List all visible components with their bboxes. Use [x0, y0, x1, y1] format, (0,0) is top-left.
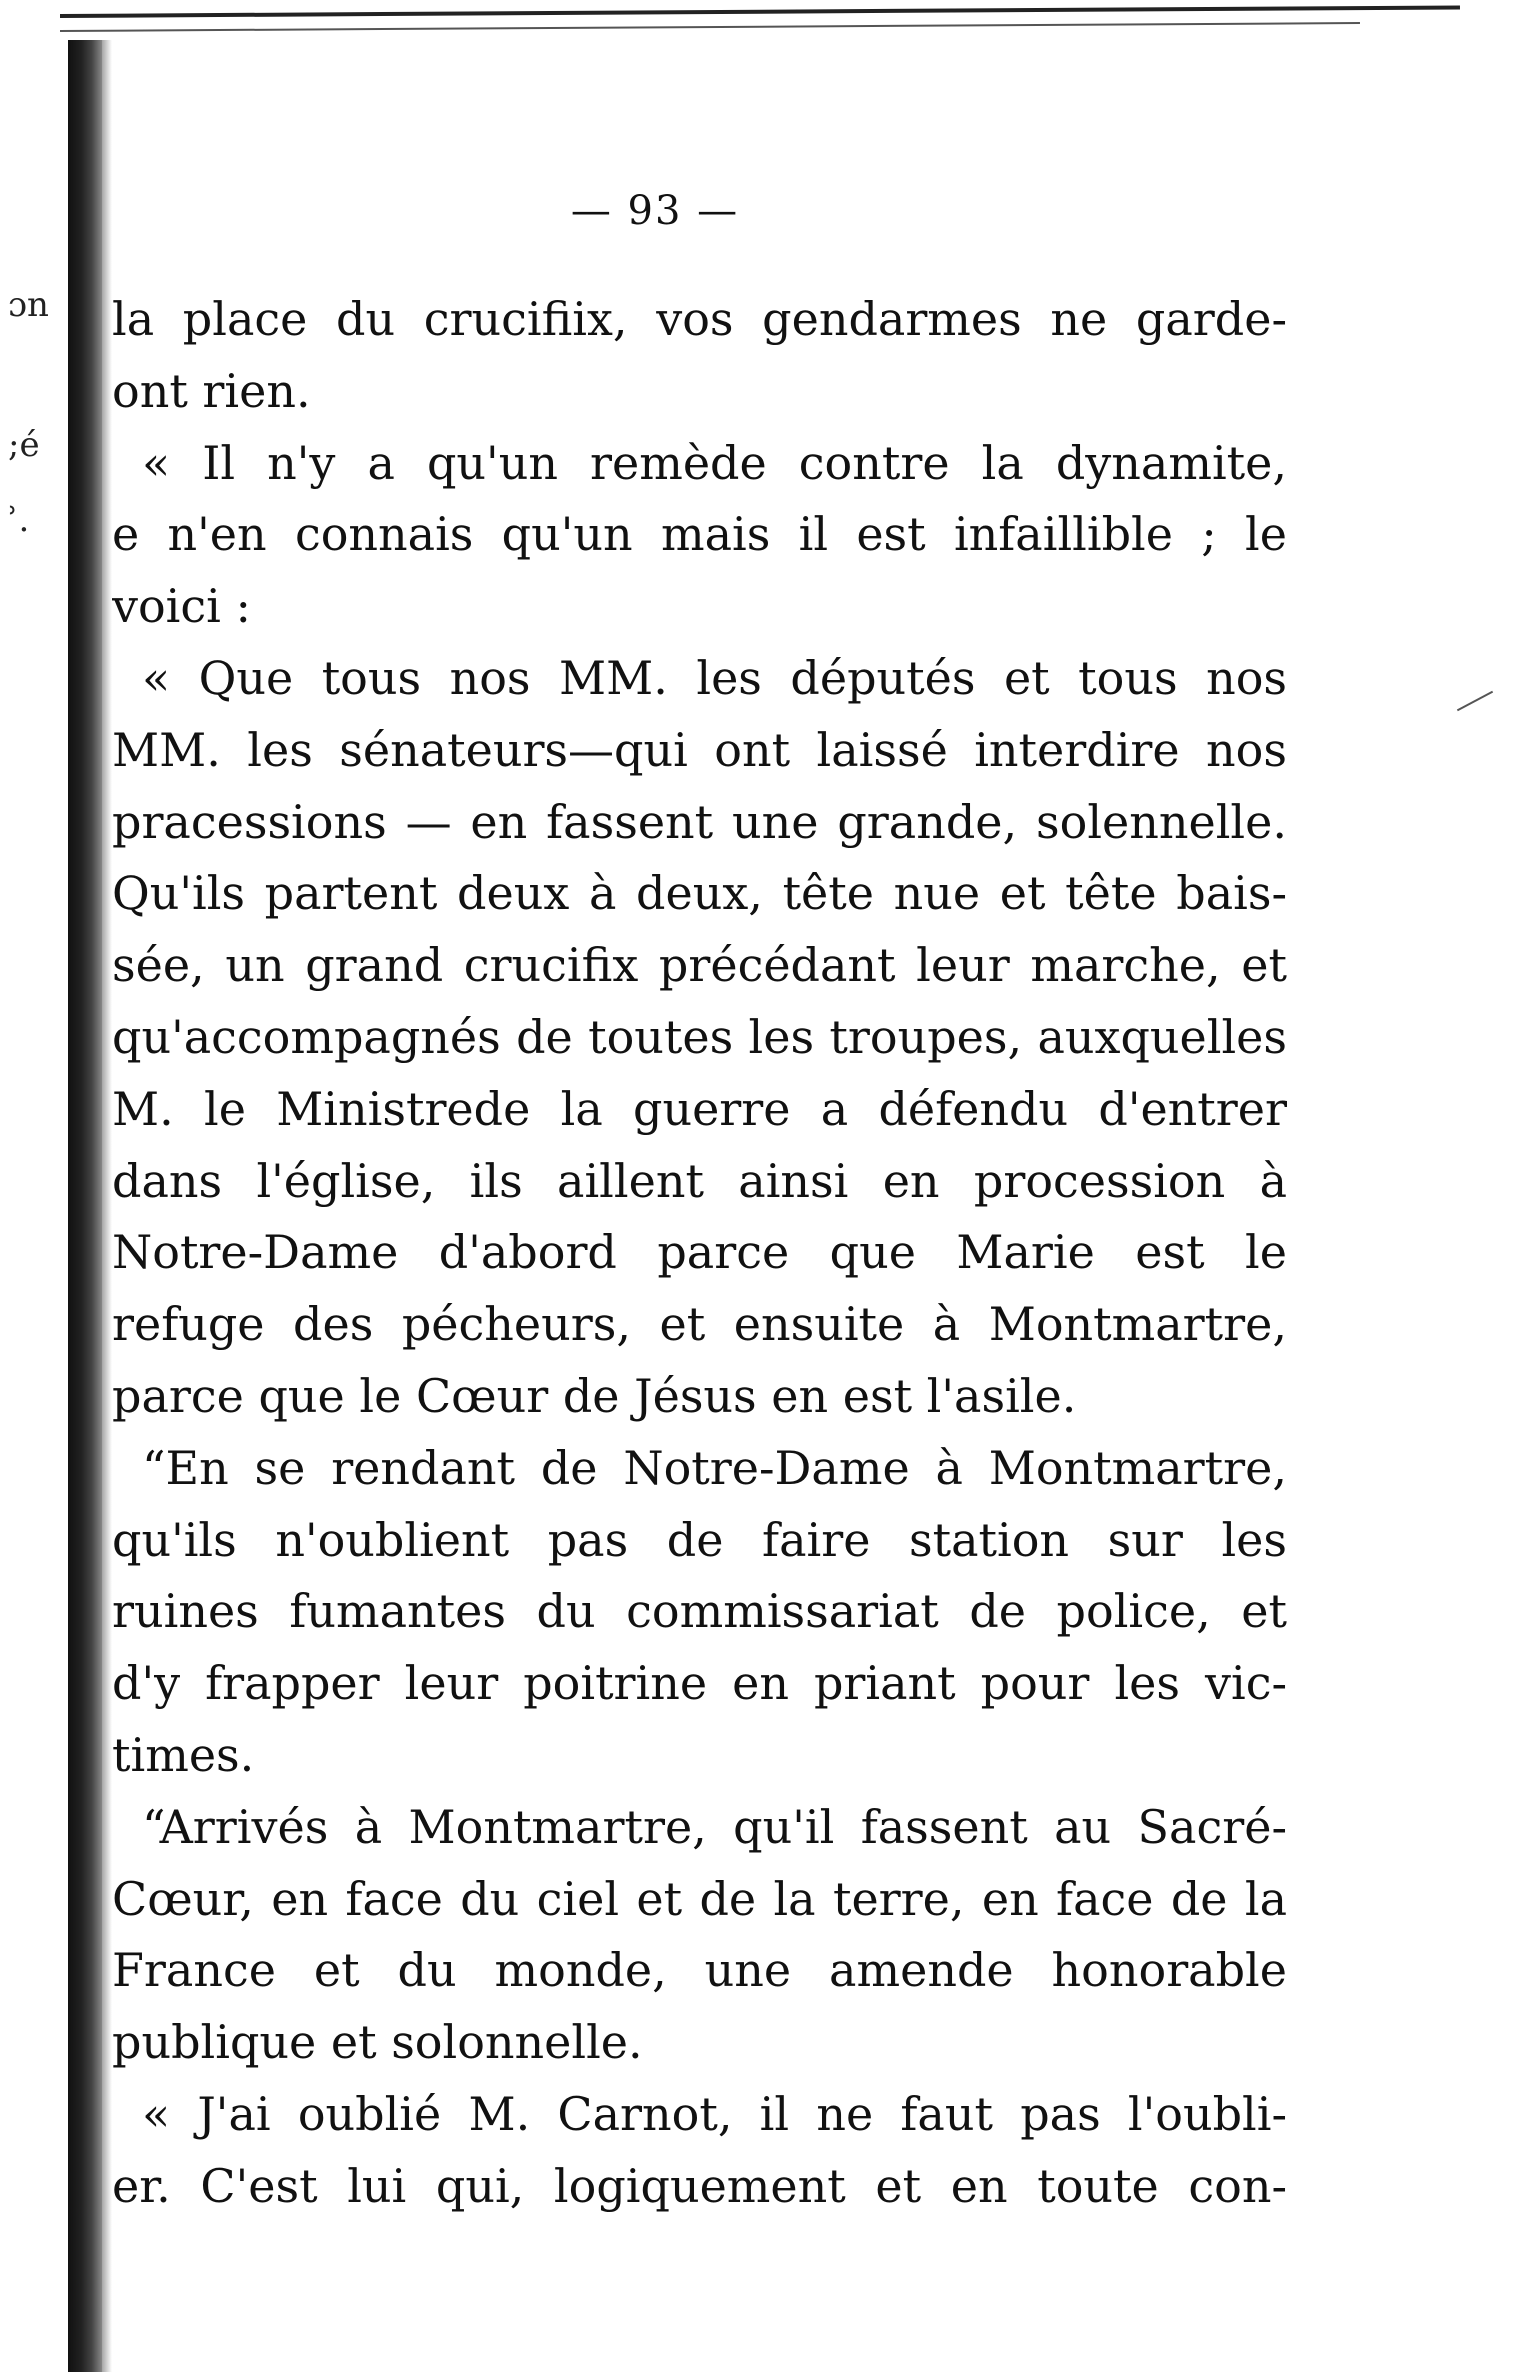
text-line: la place du crucifiix, vos gendarmes ne garde- [112, 292, 1287, 346]
text-line: Cœur, en face du ciel et de la terre, en face de la [112, 1871, 1287, 1926]
text-line: e n'en connais qu'un mais il est infaillible ; le [112, 507, 1287, 562]
text-line: Notre-Dame d'abord parce que Marie est le [112, 1225, 1287, 1280]
margin-fragment: ʾ. [8, 500, 30, 540]
text-line: er. C'est lui qui, logiquement et en toute con- [112, 2158, 1287, 2213]
text-line: « J'ai oublié M. Carnot, il ne faut pas l'oubli- [142, 2086, 1287, 2141]
top-border-rule-thin [60, 22, 1360, 32]
text-line: publique et solonnelle. [112, 2015, 643, 2070]
text-line: ont rien. [112, 363, 311, 418]
text-line: voici : [112, 579, 251, 634]
page-binding-edge [68, 40, 102, 2372]
text-line: « Il n'y a qu'un remède contre la dynamite, [142, 435, 1287, 490]
margin-fragment: ;é [8, 425, 40, 465]
page-binding-shadow [102, 40, 112, 2372]
text-line: qu'ils n'oublient pas de faire station sur les [112, 1512, 1287, 1567]
page-number-text: — 93 — [570, 188, 740, 234]
text-line: dans l'église, ils aillent ainsi en procession à [112, 1153, 1287, 1208]
text-line: M. le Ministrede la guerre a défendu d'entrer [112, 1081, 1287, 1136]
text-line: “En se rendant de Notre-Dame à Montmartre, [142, 1440, 1287, 1495]
text-line: d'y frapper leur poitrine en priant pour les vic- [112, 1656, 1287, 1711]
text-line: sée, un grand crucifix précédant leur marche, et [112, 938, 1287, 993]
text-line: MM. les sénateurs—qui ont laissé interdire nos [112, 722, 1287, 777]
text-line: France et du monde, une amende honorable [112, 1943, 1287, 1998]
body-text [112, 284, 1287, 2223]
margin-fragment: ɔn [8, 285, 49, 325]
text-line: qu'accompagnés de toutes les troupes, auxquelles [112, 1009, 1287, 1064]
top-border-rule [60, 5, 1460, 18]
text-line: refuge des pécheurs, et ensuite à Montmartre, [112, 1297, 1287, 1352]
text-line: “Arrivés à Montmartre, qu'il fassent au Sacré- [142, 1799, 1287, 1854]
text-line: times. [112, 1727, 255, 1782]
text-line: pracessions — en fassent une grande, solennelle. [112, 794, 1287, 849]
text-line: parce que le Cœur de Jésus en est l'asile. [112, 1368, 1077, 1423]
stray-ink-mark [1457, 691, 1493, 712]
text-line: Qu'ils partent deux à deux, tête nue et tête bais- [112, 866, 1287, 921]
text-line: ruines fumantes du commissariat de police, et [112, 1584, 1287, 1639]
text-line: « Que tous nos MM. les députés et tous nos [142, 650, 1287, 705]
